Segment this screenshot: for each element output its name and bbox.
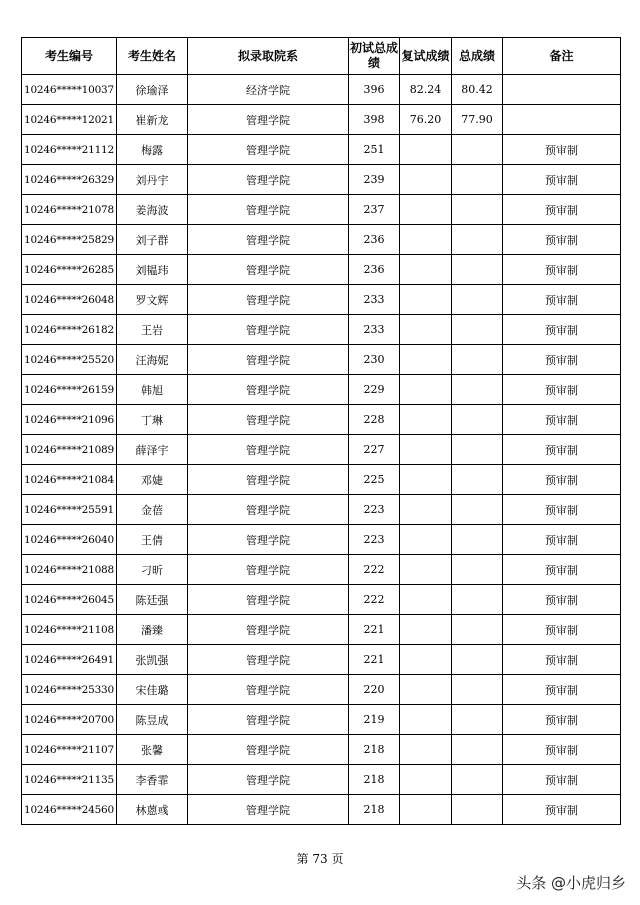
cell-candidate-name: 林蒽彧 (117, 795, 188, 825)
cell-initial-score: 398 (349, 105, 400, 135)
cell-initial-score: 233 (349, 285, 400, 315)
cell-total-score (452, 585, 503, 615)
cell-candidate-name: 薛泽宇 (117, 435, 188, 465)
cell-candidate-name: 张馨 (117, 735, 188, 765)
cell-total-score (452, 615, 503, 645)
cell-candidate-id: 10246*****21112 (22, 135, 117, 165)
watermark: 头条 @小虎归乡 (516, 874, 626, 892)
cell-candidate-name: 金蓓 (117, 495, 188, 525)
table-row (22, 105, 621, 135)
cell-total-score (452, 405, 503, 435)
cell-candidate-id: 10246*****21096 (22, 405, 117, 435)
cell-initial-score: 225 (349, 465, 400, 495)
cell-department: 管理学院 (188, 495, 349, 525)
cell-candidate-name: 丁琳 (117, 405, 188, 435)
cell-department: 管理学院 (188, 645, 349, 675)
cell-total-score (452, 765, 503, 795)
cell-candidate-name: 梅露 (117, 135, 188, 165)
cell-candidate-name: 刘韫玮 (117, 255, 188, 285)
cell-total-score (452, 735, 503, 765)
cell-initial-score: 218 (349, 735, 400, 765)
cell-initial-score: 229 (349, 375, 400, 405)
cell-initial-score: 220 (349, 675, 400, 705)
table-row (22, 795, 621, 825)
cell-retest-score (400, 165, 452, 195)
cell-total-score (452, 135, 503, 165)
cell-total-score (452, 795, 503, 825)
cell-remark: 预审制 (503, 675, 621, 705)
cell-remark: 预审制 (503, 315, 621, 345)
cell-retest-score (400, 135, 452, 165)
table-row (22, 435, 621, 465)
cell-department: 管理学院 (188, 105, 349, 135)
cell-candidate-id: 10246*****25829 (22, 225, 117, 255)
cell-candidate-id: 10246*****24560 (22, 795, 117, 825)
cell-candidate-name: 潘臻 (117, 615, 188, 645)
cell-remark: 预审制 (503, 165, 621, 195)
cell-total-score (452, 315, 503, 345)
cell-total-score (452, 675, 503, 705)
cell-total-score (452, 525, 503, 555)
cell-candidate-id: 10246*****26285 (22, 255, 117, 285)
table-row (22, 765, 621, 795)
cell-retest-score (400, 255, 452, 285)
cell-remark (503, 75, 621, 105)
cell-candidate-id: 10246*****26045 (22, 585, 117, 615)
cell-retest-score (400, 525, 452, 555)
cell-retest-score: 82.24 (400, 75, 452, 105)
cell-total-score (452, 225, 503, 255)
cell-department: 管理学院 (188, 135, 349, 165)
cell-candidate-id: 10246*****25330 (22, 675, 117, 705)
cell-department: 管理学院 (188, 315, 349, 345)
cell-remark: 预审制 (503, 135, 621, 165)
cell-retest-score (400, 705, 452, 735)
cell-candidate-id: 10246*****12021 (22, 105, 117, 135)
cell-department: 经济学院 (188, 75, 349, 105)
cell-retest-score (400, 435, 452, 465)
table-row (22, 645, 621, 675)
cell-candidate-id: 10246*****26159 (22, 375, 117, 405)
cell-candidate-name: 陈廷强 (117, 585, 188, 615)
cell-retest-score (400, 225, 452, 255)
cell-retest-score (400, 375, 452, 405)
cell-total-score (452, 285, 503, 315)
cell-department: 管理学院 (188, 195, 349, 225)
cell-department: 管理学院 (188, 615, 349, 645)
cell-remark: 预审制 (503, 375, 621, 405)
cell-candidate-name: 罗文辉 (117, 285, 188, 315)
cell-remark: 预审制 (503, 765, 621, 795)
cell-department: 管理学院 (188, 585, 349, 615)
cell-remark: 预审制 (503, 255, 621, 285)
cell-remark: 预审制 (503, 435, 621, 465)
cell-total-score (452, 375, 503, 405)
cell-department: 管理学院 (188, 225, 349, 255)
cell-remark: 预审制 (503, 585, 621, 615)
cell-candidate-name: 王岩 (117, 315, 188, 345)
table-row (22, 255, 621, 285)
cell-initial-score: 233 (349, 315, 400, 345)
header-initial-score: 初试总成绩 (349, 38, 400, 75)
table-header-row (22, 38, 621, 75)
cell-candidate-name: 邓婕 (117, 465, 188, 495)
table-row (22, 495, 621, 525)
cell-initial-score: 221 (349, 615, 400, 645)
cell-remark: 预审制 (503, 735, 621, 765)
cell-candidate-name: 刘丹宇 (117, 165, 188, 195)
cell-candidate-name: 汪海妮 (117, 345, 188, 375)
cell-remark: 预审制 (503, 345, 621, 375)
cell-retest-score (400, 405, 452, 435)
cell-initial-score: 219 (349, 705, 400, 735)
cell-department: 管理学院 (188, 375, 349, 405)
cell-retest-score: 76.20 (400, 105, 452, 135)
cell-candidate-name: 徐瑜泽 (117, 75, 188, 105)
cell-total-score (452, 195, 503, 225)
table-row (22, 675, 621, 705)
cell-department: 管理学院 (188, 705, 349, 735)
cell-candidate-id: 10246*****26491 (22, 645, 117, 675)
cell-candidate-name: 王倩 (117, 525, 188, 555)
cell-remark: 预审制 (503, 525, 621, 555)
cell-candidate-name: 刁昕 (117, 555, 188, 585)
cell-total-score (452, 435, 503, 465)
cell-candidate-name: 崔新龙 (117, 105, 188, 135)
cell-initial-score: 228 (349, 405, 400, 435)
cell-retest-score (400, 765, 452, 795)
cell-candidate-id: 10246*****10037 (22, 75, 117, 105)
header-candidate-name: 考生姓名 (117, 38, 188, 75)
cell-department: 管理学院 (188, 405, 349, 435)
cell-remark: 预审制 (503, 705, 621, 735)
cell-candidate-id: 10246*****26040 (22, 525, 117, 555)
cell-remark: 预审制 (503, 495, 621, 525)
cell-remark: 预审制 (503, 555, 621, 585)
cell-total-score (452, 555, 503, 585)
cell-retest-score (400, 555, 452, 585)
cell-initial-score: 236 (349, 225, 400, 255)
table-row (22, 315, 621, 345)
table-row (22, 195, 621, 225)
cell-retest-score (400, 285, 452, 315)
cell-candidate-id: 10246*****26048 (22, 285, 117, 315)
header-total-score: 总成绩 (452, 38, 503, 75)
table-row (22, 585, 621, 615)
cell-candidate-id: 10246*****21108 (22, 615, 117, 645)
cell-initial-score: 227 (349, 435, 400, 465)
cell-retest-score (400, 615, 452, 645)
cell-initial-score: 236 (349, 255, 400, 285)
table-row (22, 525, 621, 555)
cell-total-score (452, 645, 503, 675)
cell-initial-score: 223 (349, 495, 400, 525)
cell-candidate-name: 宋佳璐 (117, 675, 188, 705)
table-row (22, 555, 621, 585)
cell-candidate-id: 10246*****20700 (22, 705, 117, 735)
header-remark: 备注 (503, 38, 621, 75)
table-row (22, 465, 621, 495)
cell-remark (503, 105, 621, 135)
cell-initial-score: 218 (349, 765, 400, 795)
cell-retest-score (400, 735, 452, 765)
cell-department: 管理学院 (188, 525, 349, 555)
cell-candidate-id: 10246*****21089 (22, 435, 117, 465)
table-row (22, 615, 621, 645)
cell-candidate-name: 张凯强 (117, 645, 188, 675)
cell-department: 管理学院 (188, 255, 349, 285)
cell-candidate-id: 10246*****25520 (22, 345, 117, 375)
cell-retest-score (400, 465, 452, 495)
cell-remark: 预审制 (503, 645, 621, 675)
table-row (22, 735, 621, 765)
cell-total-score: 80.42 (452, 75, 503, 105)
cell-candidate-id: 10246*****21084 (22, 465, 117, 495)
cell-department: 管理学院 (188, 675, 349, 705)
admission-table (21, 37, 621, 825)
cell-department: 管理学院 (188, 345, 349, 375)
cell-candidate-id: 10246*****21135 (22, 765, 117, 795)
cell-candidate-id: 10246*****21088 (22, 555, 117, 585)
cell-candidate-id: 10246*****25591 (22, 495, 117, 525)
cell-candidate-name: 姜海波 (117, 195, 188, 225)
header-department: 拟录取院系 (188, 38, 349, 75)
cell-candidate-id: 10246*****26182 (22, 315, 117, 345)
table-row (22, 75, 621, 105)
table-row (22, 225, 621, 255)
cell-retest-score (400, 195, 452, 225)
cell-initial-score: 221 (349, 645, 400, 675)
page-number: 第 73 页 (296, 852, 344, 866)
cell-retest-score (400, 795, 452, 825)
cell-remark: 预审制 (503, 615, 621, 645)
cell-department: 管理学院 (188, 795, 349, 825)
cell-retest-score (400, 645, 452, 675)
table-row (22, 375, 621, 405)
cell-department: 管理学院 (188, 735, 349, 765)
cell-initial-score: 222 (349, 555, 400, 585)
cell-candidate-id: 10246*****21078 (22, 195, 117, 225)
cell-department: 管理学院 (188, 435, 349, 465)
cell-retest-score (400, 495, 452, 525)
header-candidate-id: 考生编号 (22, 38, 117, 75)
cell-retest-score (400, 585, 452, 615)
table-row (22, 165, 621, 195)
table-row (22, 135, 621, 165)
cell-total-score: 77.90 (452, 105, 503, 135)
cell-candidate-name: 李香霏 (117, 765, 188, 795)
cell-candidate-name: 韩旭 (117, 375, 188, 405)
cell-initial-score: 237 (349, 195, 400, 225)
table-row (22, 705, 621, 735)
cell-remark: 预审制 (503, 465, 621, 495)
cell-total-score (452, 165, 503, 195)
cell-total-score (452, 705, 503, 735)
cell-department: 管理学院 (188, 555, 349, 585)
cell-department: 管理学院 (188, 765, 349, 795)
cell-initial-score: 251 (349, 135, 400, 165)
cell-candidate-name: 陈昱成 (117, 705, 188, 735)
cell-remark: 预审制 (503, 405, 621, 435)
cell-candidate-id: 10246*****26329 (22, 165, 117, 195)
cell-total-score (452, 495, 503, 525)
cell-department: 管理学院 (188, 285, 349, 315)
cell-initial-score: 239 (349, 165, 400, 195)
table-row (22, 405, 621, 435)
cell-initial-score: 230 (349, 345, 400, 375)
cell-retest-score (400, 345, 452, 375)
cell-total-score (452, 465, 503, 495)
cell-candidate-name: 刘子群 (117, 225, 188, 255)
cell-remark: 预审制 (503, 225, 621, 255)
cell-total-score (452, 345, 503, 375)
cell-retest-score (400, 315, 452, 345)
cell-candidate-id: 10246*****21107 (22, 735, 117, 765)
header-retest-score: 复试成绩 (400, 38, 452, 75)
cell-retest-score (400, 675, 452, 705)
cell-remark: 预审制 (503, 285, 621, 315)
cell-remark: 预审制 (503, 195, 621, 225)
cell-initial-score: 218 (349, 795, 400, 825)
cell-department: 管理学院 (188, 165, 349, 195)
cell-initial-score: 223 (349, 525, 400, 555)
cell-department: 管理学院 (188, 465, 349, 495)
table-body (22, 75, 621, 825)
table-row (22, 345, 621, 375)
cell-total-score (452, 255, 503, 285)
table-row (22, 285, 621, 315)
cell-remark: 预审制 (503, 795, 621, 825)
cell-initial-score: 222 (349, 585, 400, 615)
cell-initial-score: 396 (349, 75, 400, 105)
